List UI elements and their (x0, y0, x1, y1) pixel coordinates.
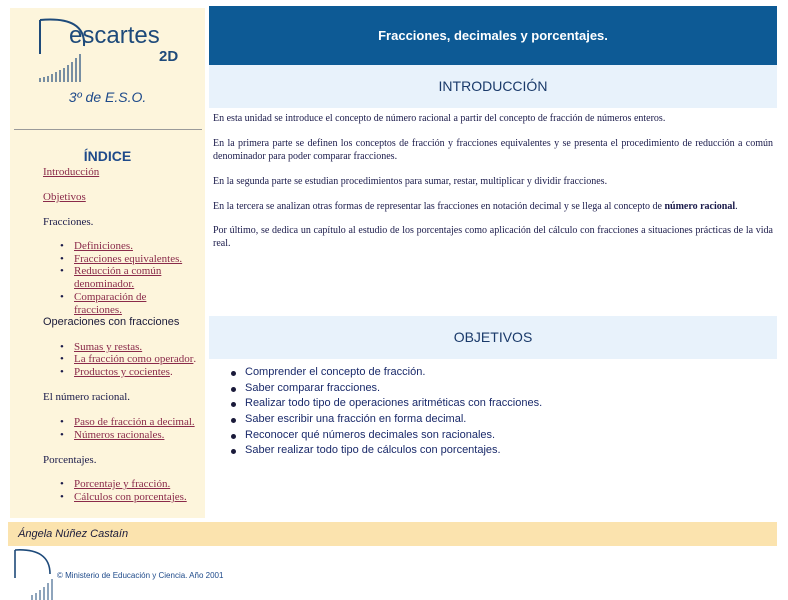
bullet-icon: • (60, 291, 64, 303)
bullet-icon: • (60, 366, 64, 378)
objectives-heading-text: OBJETIVOS (453, 329, 533, 345)
bullet-icon: • (60, 478, 64, 490)
toc-link-fracciones-equivalentes[interactable]: Fracciones equivalentes. (74, 253, 183, 265)
bullet-icon: • (60, 416, 64, 428)
author-name: Ángela Núñez Castaín (18, 528, 129, 540)
objectives-heading (209, 316, 777, 359)
toc-item (60, 240, 200, 253)
objective-item: Saber realizar todo tipo de cálculos con porcentajes. (229, 443, 749, 459)
toc-section-operaciones: Operaciones con fracciones (43, 316, 180, 328)
copyright-text: © Ministerio de Educación y Ciencia. Año 2001 (57, 571, 224, 580)
bullet-icon: • (60, 253, 64, 265)
toc-link-fraccion-operador[interactable]: La fracción como operador (74, 353, 194, 365)
bullet-icon: • (60, 341, 64, 353)
toc-link-sumas-restas[interactable]: Sumas y restas. (74, 341, 143, 353)
intro-paragraph (213, 200, 773, 213)
intro-heading (209, 65, 777, 108)
toc-item (60, 291, 200, 317)
objective-item: Reconocer qué números decimales son racionales. (229, 428, 749, 444)
bullet-icon: • (60, 491, 64, 503)
toc-link-numeros-racionales[interactable]: Números racionales. (74, 429, 165, 441)
logo-suffix: 2D (159, 48, 179, 65)
objectives-list (229, 365, 749, 459)
intro-paragraph: En la primera parte se definen los conceptos de fracción y fracciones equivalentes y se presenta el procedimiento de reducción a común denominador para poder comparar fracciones. (213, 138, 773, 162)
toc-section-porcentajes: Porcentajes. (43, 454, 97, 466)
intro-bold-term: número racional (664, 201, 736, 212)
sidebar (10, 8, 205, 518)
intro-paragraph: En esta unidad se introduce el concepto de número racional a partir del concepto de fracción de números enteros. (213, 113, 666, 124)
objective-item: Saber comparar fracciones. (229, 381, 749, 397)
toc-section-fracciones: Fracciones. (43, 216, 94, 228)
objective-item: Realizar todo tipo de operaciones aritméticas con fracciones. (229, 396, 749, 412)
toc-item (60, 265, 200, 291)
toc-item: • Productos y cocientes. (60, 366, 173, 378)
intro-heading-text: INTRODUCCIÓN (438, 78, 548, 94)
toc-link-productos-cocientes[interactable]: Productos y cocientes (74, 366, 170, 378)
intro-paragraph: En la segunda parte se estudian procedimientos para sumar, restar, multiplicar y dividir fracciones. (213, 176, 608, 187)
toc-section-numero-racional: El número racional. (43, 391, 131, 403)
sidebar-divider (14, 129, 202, 130)
objective-item: Comprender el concepto de fracción. (229, 365, 749, 381)
intro-paragraph: Por último, se dedica un capítulo al estudio de los porcentajes como aplicación del cálculo con fracciones a situaciones prácticas de la vida real. (213, 225, 773, 249)
toc-link-introduccion[interactable]: Introducción (43, 166, 100, 178)
bullet-icon: • (60, 353, 64, 365)
toc-item (60, 478, 200, 491)
objective-item: Saber escribir una fracción en forma decimal. (229, 412, 749, 428)
intro-text: . (735, 201, 738, 212)
page-title: Fracciones, decimales y porcentajes. (378, 28, 608, 43)
toc-item: • La fracción como operador. (60, 353, 197, 365)
logo-text: escartes (69, 22, 160, 49)
descartes-footer-logo (12, 548, 56, 600)
index-title: ÍNDICE (83, 148, 132, 164)
toc-item (60, 429, 200, 442)
bullet-icon: • (60, 240, 64, 252)
toc-item (60, 491, 200, 504)
author-bar (8, 522, 777, 546)
bullet-icon: • (60, 429, 64, 441)
toc-link-paso-decimal[interactable]: Paso de fracción a decimal. (74, 416, 195, 428)
toc-link-reduccion[interactable]: Reducción a común denominador. (74, 265, 162, 290)
toc-link-objetivos[interactable]: Objetivos (43, 191, 86, 203)
toc-link-definiciones[interactable]: Definiciones. (74, 240, 133, 252)
toc-link-porcentaje-fraccion[interactable]: Porcentaje y fracción. (74, 478, 171, 490)
page-title-bar (209, 6, 777, 65)
toc-item (60, 416, 200, 429)
intro-text: En la tercera se analizan otras formas de representar las fracciones en notación decimal y se llega al concepto de (213, 201, 665, 212)
toc-link-comparacion[interactable]: Comparación de fracciones. (74, 291, 147, 316)
toc-link-calculos-porcentajes[interactable]: Cálculos con porcentajes. (74, 491, 187, 503)
grade-label: 3º de E.S.O. (68, 89, 147, 105)
bullet-icon: • (60, 265, 64, 277)
